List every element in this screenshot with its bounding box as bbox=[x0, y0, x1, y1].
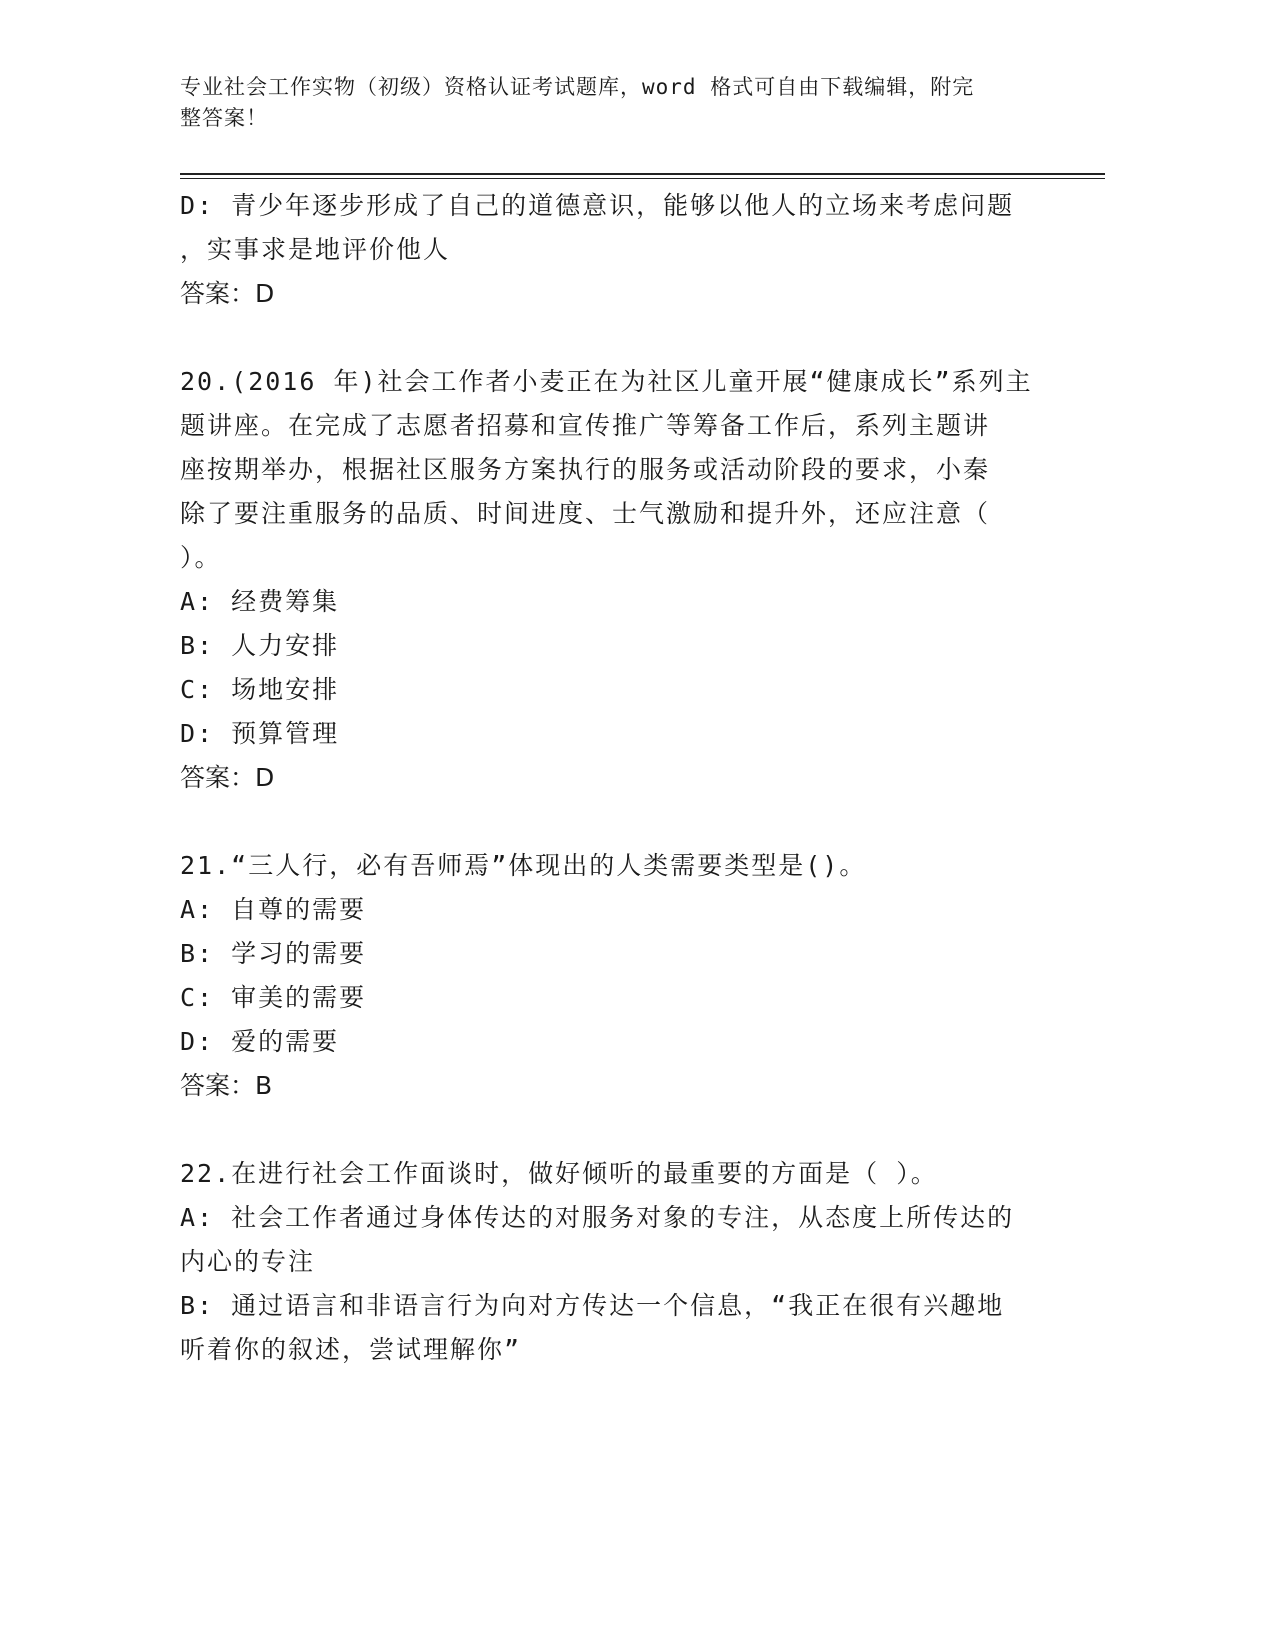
question-21-answer: 答案：B bbox=[180, 1071, 273, 1100]
spacer bbox=[180, 800, 1040, 844]
stem-line: ）。 bbox=[180, 543, 222, 572]
question-21-option-c: C: 审美的需要 bbox=[180, 983, 367, 1012]
question-22-option-a bbox=[180, 1196, 1040, 1284]
spacer bbox=[180, 316, 1040, 360]
header-rule-thick bbox=[180, 173, 1105, 175]
question-21-option-b: B: 学习的需要 bbox=[180, 939, 367, 968]
question-20-stem bbox=[180, 360, 1040, 580]
question-21-stem: 21.“三人行，必有吾师焉”体现出的人类需要类型是()。 bbox=[180, 851, 867, 880]
header-line-1: 专业社会工作实物（初级）资格认证考试题库，word 格式可自由下载编辑，附完 bbox=[180, 75, 975, 99]
question-20-option-b: B: 人力安排 bbox=[180, 631, 340, 660]
question-22-stem: 22.在进行社会工作面谈时，做好倾听的最重要的方面是（ ）。 bbox=[180, 1159, 938, 1188]
page-header bbox=[180, 72, 1040, 134]
question-20-option-c: C: 场地安排 bbox=[180, 675, 340, 704]
spacer bbox=[180, 1108, 1040, 1152]
option-line: 内心的专注 bbox=[180, 1247, 316, 1276]
option-line: A: 社会工作者通过身体传达的对服务对象的专注，从态度上所传达的 bbox=[180, 1203, 1015, 1232]
question-21-option-a: A: 自尊的需要 bbox=[180, 895, 367, 924]
option-line: B: 通过语言和非语言行为向对方传达一个信息，“我正在很有兴趣地 bbox=[180, 1291, 1005, 1320]
question-22-option-b bbox=[180, 1284, 1040, 1372]
question-20-answer: 答案：D bbox=[180, 763, 275, 792]
question-19-option-d bbox=[180, 184, 1040, 272]
question-21-option-d: D: 爱的需要 bbox=[180, 1027, 340, 1056]
option-line: D: 青少年逐步形成了自己的道德意识，能够以他人的立场来考虑问题 bbox=[180, 191, 1015, 220]
question-content bbox=[180, 184, 1040, 1372]
stem-line: 座按期举办，根据社区服务方案执行的服务或活动阶段的要求，小秦 bbox=[180, 455, 991, 484]
option-line: 听着你的叙述，尝试理解你” bbox=[180, 1335, 522, 1364]
stem-line: 除了要注重服务的品质、时间进度、士气激励和提升外，还应注意（ bbox=[180, 499, 991, 528]
stem-line: 题讲座。在完成了志愿者招募和宣传推广等筹备工作后，系列主题讲 bbox=[180, 411, 991, 440]
stem-line: 20.(2016 年)社会工作者小麦正在为社区儿童开展“健康成长”系列主 bbox=[180, 367, 1033, 396]
question-19-answer: 答案：D bbox=[180, 279, 275, 308]
option-line: ，实事求是地评价他人 bbox=[180, 235, 451, 264]
question-20-option-a: A: 经费筹集 bbox=[180, 587, 340, 616]
header-line-2: 整答案！ bbox=[180, 106, 268, 130]
header-rule-thin bbox=[180, 178, 1105, 179]
question-20-option-d: D: 预算管理 bbox=[180, 719, 340, 748]
